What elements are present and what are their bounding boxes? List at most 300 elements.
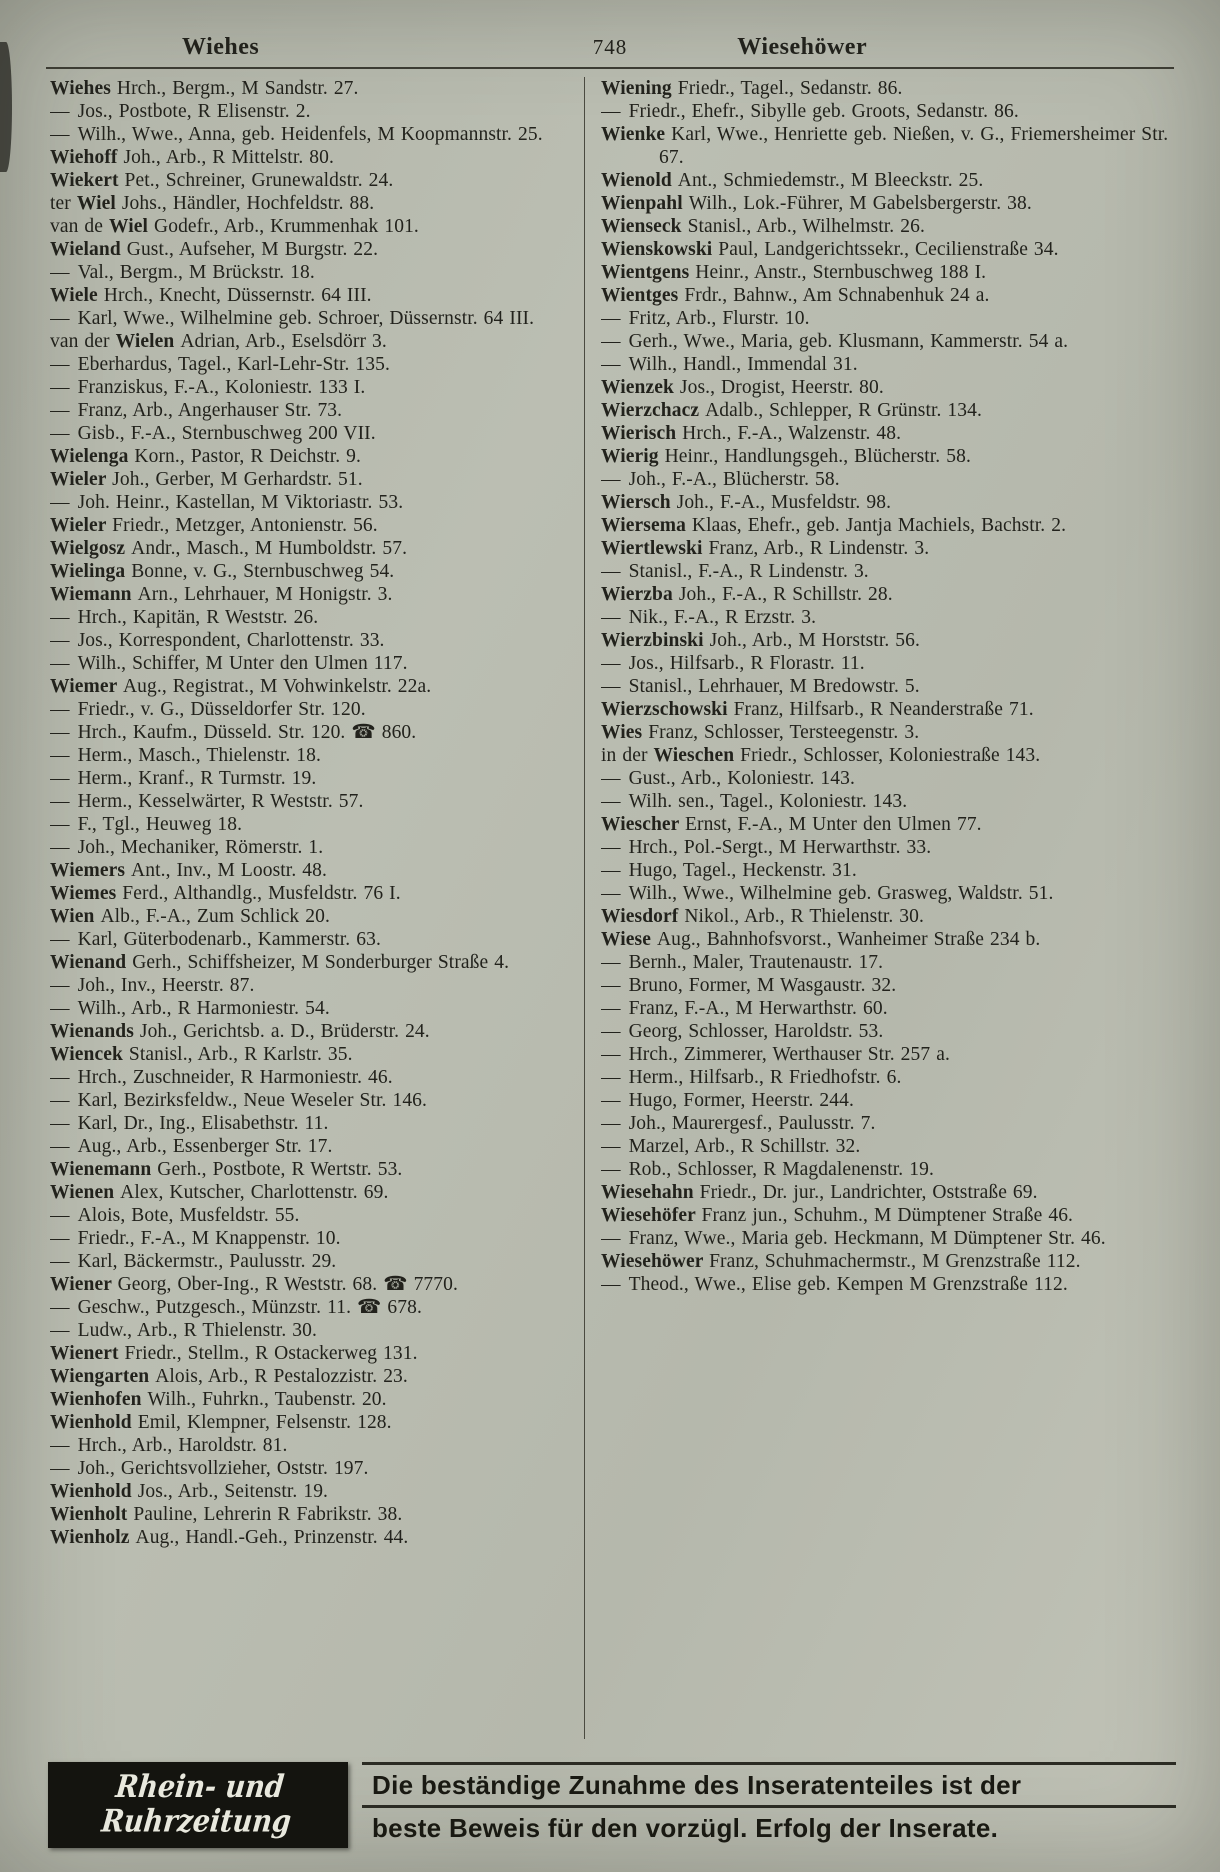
entry-text: Stanisl., Arb., R Karlstr. 35. xyxy=(128,1044,353,1065)
entry-dash: — xyxy=(601,1113,627,1134)
directory-entry xyxy=(601,951,1174,974)
entry-text: Hrch., Zimmerer, Werthauser Str. 257 a. xyxy=(628,1044,950,1065)
directory-entry xyxy=(601,1066,1174,1089)
entry-text: Val., Bergm., M Brückstr. 18. xyxy=(77,262,315,283)
entry-prefix: ter xyxy=(50,193,77,214)
entry-dash: — xyxy=(601,791,627,812)
entry-text: Wilh., Fuhrkn., Taubenstr. 20. xyxy=(147,1389,387,1410)
directory-entry xyxy=(50,951,570,974)
entry-text: Gust., Aufseher, M Burgstr. 22. xyxy=(126,239,379,260)
entry-text: Theod., Wwe., Elise geb. Kempen M Grenzstraße 112. xyxy=(628,1274,1068,1295)
directory-entry xyxy=(50,721,570,744)
entry-text: Wilh., Wwe., Anna, geb. Heidenfels, M Koopmannstr. 25. xyxy=(77,124,543,145)
directory-entry xyxy=(50,1457,570,1480)
entry-surname: Wiesdorf xyxy=(601,906,685,927)
directory-entry xyxy=(50,1089,570,1112)
entry-text: Hrch., Pol.-Sergt., M Herwarthstr. 33. xyxy=(628,837,932,858)
entry-dash: — xyxy=(50,722,76,743)
entry-dash: — xyxy=(601,607,627,628)
directory-entry xyxy=(50,146,570,169)
header-right-keyword: Wiesehöwer xyxy=(737,34,868,60)
entry-text: Hugo, Former, Heerstr. 244. xyxy=(628,1090,854,1111)
entry-text: Franz, Schuhmachermstr., M Grenzstraße 112. xyxy=(709,1251,1081,1272)
entry-text: Franz, Hilfsarb., R Neanderstraße 71. xyxy=(733,699,1034,720)
directory-entry xyxy=(50,974,570,997)
column-divider xyxy=(584,77,585,1739)
entry-surname: Wierzba xyxy=(601,584,679,605)
directory-entry xyxy=(50,1273,570,1296)
directory-entry xyxy=(601,1250,1174,1273)
entry-surname: Wiel xyxy=(76,193,122,214)
directory-entry xyxy=(50,307,570,330)
entry-dash: — xyxy=(50,745,76,766)
directory-entry xyxy=(601,859,1174,882)
entry-text: Rob., Schlosser, R Magdalenenstr. 19. xyxy=(628,1159,934,1180)
entry-text: Hrch., F.-A., Walzenstr. 48. xyxy=(682,423,902,444)
entry-dash: — xyxy=(601,768,627,789)
entry-surname: Wielgosz xyxy=(50,538,132,559)
directory-entry xyxy=(601,215,1174,238)
entry-surname: Wiekert xyxy=(50,170,125,191)
entry-dash: — xyxy=(50,1297,76,1318)
entry-text: Jos., Postbote, R Elisenstr. 2. xyxy=(77,101,311,122)
entry-text: Friedr., Ehefr., Sibylle geb. Groots, Sedanstr. 86. xyxy=(628,101,1019,122)
entry-text: Joh. Heinr., Kastellan, M Viktoriastr. 53. xyxy=(77,492,404,513)
entry-surname: Wieschen xyxy=(653,745,741,766)
entry-text: Friedr., Schlosser, Koloniestraße 143. xyxy=(740,745,1041,766)
entry-text: Fritz, Arb., Flurstr. 10. xyxy=(628,308,810,329)
entry-surname: Wielenga xyxy=(50,446,135,467)
entry-text: Arn., Lehrhauer, M Honigstr. 3. xyxy=(137,584,393,605)
entry-text: Nik., F.-A., R Erzstr. 3. xyxy=(628,607,817,628)
entry-dash: — xyxy=(50,1205,76,1226)
directory-entry xyxy=(50,813,570,836)
entry-surname: Wienen xyxy=(50,1182,121,1203)
entry-surname: Wiening xyxy=(601,78,678,99)
directory-entry xyxy=(50,192,570,215)
entry-text: Wilh. sen., Tagel., Koloniestr. 143. xyxy=(628,791,908,812)
entry-prefix: van de xyxy=(50,216,110,237)
entry-dash: — xyxy=(50,653,76,674)
entry-text: Joh., Maurergesf., Paulusstr. 7. xyxy=(628,1113,876,1134)
entry-text: Klaas, Ehefr., geb. Jantja Machiels, Bachstr. 2. xyxy=(691,515,1067,536)
entry-text: Joh., Arb., R Mittelstr. 80. xyxy=(123,147,334,168)
directory-entry xyxy=(50,928,570,951)
entry-dash: — xyxy=(50,124,76,145)
entry-prefix: van der xyxy=(50,331,116,352)
entry-text: Pet., Schreiner, Grunewaldstr. 24. xyxy=(124,170,394,191)
directory-entry xyxy=(601,721,1174,744)
entry-dash: — xyxy=(50,929,76,950)
entry-text: Franz, F.-A., M Herwarthstr. 60. xyxy=(628,998,888,1019)
entry-text: Wilh., Arb., R Harmoniestr. 54. xyxy=(77,998,330,1019)
entry-surname: Wiele xyxy=(50,285,104,306)
directory-entry xyxy=(50,1319,570,1342)
entry-text: Franziskus, F.-A., Koloniestr. 133 I. xyxy=(77,377,366,398)
entry-surname: Wieler xyxy=(50,469,113,490)
entry-text: Emil, Klempner, Felsenstr. 128. xyxy=(137,1412,392,1433)
directory-entry xyxy=(50,100,570,123)
directory-entry xyxy=(601,606,1174,629)
directory-entry xyxy=(601,928,1174,951)
directory-entry xyxy=(50,997,570,1020)
entry-surname: Wielinga xyxy=(50,561,132,582)
directory-entry xyxy=(50,353,570,376)
directory-entry xyxy=(601,445,1174,468)
directory-entry xyxy=(50,1480,570,1503)
entry-dash: — xyxy=(50,630,76,651)
entry-surname: Wiehoff xyxy=(50,147,124,168)
entry-dash: — xyxy=(601,101,627,122)
entry-dash: — xyxy=(601,676,627,697)
entry-dash: — xyxy=(601,469,627,490)
entry-surname: Wiescher xyxy=(601,814,686,835)
entry-surname: Wiel xyxy=(109,216,155,237)
directory-entry xyxy=(50,1066,570,1089)
directory-entry xyxy=(601,399,1174,422)
entry-text: Nikol., Arb., R Thielenstr. 30. xyxy=(684,906,924,927)
directory-entry xyxy=(50,537,570,560)
advertisement-text xyxy=(362,1762,1176,1848)
directory-entry xyxy=(601,583,1174,606)
entry-text: Joh., Arb., M Horststr. 56. xyxy=(709,630,920,651)
entry-surname: Wienemann xyxy=(50,1159,158,1180)
directory-entry xyxy=(601,284,1174,307)
directory-entry xyxy=(50,1388,570,1411)
directory-entry xyxy=(50,1112,570,1135)
entry-text: Georg, Ober-Ing., R Weststr. 68. ☎ 7770. xyxy=(117,1274,458,1295)
entry-text: Adalb., Schlepper, R Grünstr. 134. xyxy=(705,400,982,421)
entry-surname: Wienert xyxy=(50,1343,125,1364)
entry-surname: Wieler xyxy=(50,515,113,536)
entry-text: Hrch., Kaufm., Düsseld. Str. 120. ☎ 860. xyxy=(77,722,417,743)
entry-text: Karl, Wwe., Henriette geb. Nießen, v. G., Friemersheimer Str. 67. xyxy=(659,124,1169,168)
entry-dash: — xyxy=(50,975,76,996)
directory-entry xyxy=(50,1503,570,1526)
directory-entry xyxy=(601,882,1174,905)
entry-text: Friedr., Metzger, Antonienstr. 56. xyxy=(112,515,378,536)
newspaper-logo xyxy=(48,1762,348,1848)
directory-entry xyxy=(50,123,570,146)
entry-dash: — xyxy=(601,1044,627,1065)
directory-entry xyxy=(601,537,1174,560)
entry-text: Herm., Hilfsarb., R Friedhofstr. 6. xyxy=(628,1067,902,1088)
directory-entry xyxy=(50,629,570,652)
entry-text: Hrch., Bergm., M Sandstr. 27. xyxy=(116,78,359,99)
directory-entry xyxy=(601,1273,1174,1296)
entry-text: Wilh., Handl., Immendal 31. xyxy=(628,354,858,375)
directory-entry xyxy=(50,1227,570,1250)
entry-surname: Wiesehöfer xyxy=(601,1205,702,1226)
entry-dash: — xyxy=(50,308,76,329)
entry-dash: — xyxy=(50,1090,76,1111)
directory-entry xyxy=(50,514,570,537)
entry-dash: — xyxy=(601,1090,627,1111)
entry-dash: — xyxy=(50,354,76,375)
entry-surname: Wiener xyxy=(50,1274,118,1295)
entry-surname: Wienold xyxy=(601,170,678,191)
entry-text: Karl, Wwe., Wilhelmine geb. Schroer, Düssernstr. 64 III. xyxy=(77,308,535,329)
entry-surname: Wiese xyxy=(601,929,657,950)
directory-entry xyxy=(50,399,570,422)
entry-dash: — xyxy=(601,860,627,881)
entry-surname: Wienholz xyxy=(50,1527,136,1548)
directory-entry xyxy=(601,997,1174,1020)
entry-text: Aug., Registrat., M Vohwinkelstr. 22a. xyxy=(123,676,432,697)
entry-text: Jos., Hilfsarb., R Florastr. 11. xyxy=(628,653,865,674)
directory-entry xyxy=(601,100,1174,123)
entry-text: F., Tgl., Heuweg 18. xyxy=(77,814,243,835)
entry-surname: Wienhold xyxy=(50,1412,138,1433)
entry-text: Alois, Bote, Musfeldstr. 55. xyxy=(77,1205,300,1226)
directory-entry xyxy=(50,767,570,790)
directory-entry xyxy=(50,261,570,284)
entry-surname: Wierzbinski xyxy=(601,630,710,651)
directory-entry xyxy=(50,1135,570,1158)
entry-dash: — xyxy=(601,998,627,1019)
directory-entry xyxy=(601,1043,1174,1066)
entry-surname: Wiehes xyxy=(50,78,117,99)
entry-surname: Wiengarten xyxy=(50,1366,156,1387)
entry-text: Jos., Drogist, Heerstr. 80. xyxy=(679,377,884,398)
entry-dash: — xyxy=(50,791,76,812)
directory-entry xyxy=(601,376,1174,399)
advertisement-banner xyxy=(48,1762,1176,1848)
entry-surname: Wienands xyxy=(50,1021,140,1042)
entry-dash: — xyxy=(50,1136,76,1157)
entry-dash: — xyxy=(50,998,76,1019)
entry-text: Joh., F.-A., Musfeldstr. 98. xyxy=(676,492,892,513)
entry-text: Ferd., Althandlg., Musfeldstr. 76 I. xyxy=(122,883,401,904)
entry-text: Gerh., Wwe., Maria, geb. Klusmann, Kammerstr. 54 a. xyxy=(628,331,1069,352)
directory-entry xyxy=(50,169,570,192)
entry-surname: Wierig xyxy=(601,446,665,467)
directory-entry xyxy=(601,1020,1174,1043)
entry-text: Korn., Pastor, R Deichstr. 9. xyxy=(134,446,361,467)
directory-entry xyxy=(601,468,1174,491)
entry-text: Franz, Arb., Angerhauser Str. 73. xyxy=(77,400,343,421)
entry-surname: Wien xyxy=(50,906,101,927)
entry-text: Friedr., v. G., Düsseldorfer Str. 120. xyxy=(77,699,366,720)
entry-dash: — xyxy=(50,492,76,513)
directory-entry xyxy=(601,330,1174,353)
entry-surname: Wieland xyxy=(50,239,127,260)
directory-entry xyxy=(50,491,570,514)
entry-surname: Wiemes xyxy=(50,883,123,904)
directory-entry xyxy=(601,1181,1174,1204)
directory-entry xyxy=(601,629,1174,652)
entry-dash: — xyxy=(50,607,76,628)
directory-entry xyxy=(601,836,1174,859)
directory-entry xyxy=(50,1158,570,1181)
directory-entry xyxy=(50,1020,570,1043)
entry-surname: Wiemann xyxy=(50,584,138,605)
entry-text: Stanisl., Lehrhauer, M Bredowstr. 5. xyxy=(628,676,920,697)
entry-text: Friedr., Stellm., R Ostackerweg 131. xyxy=(124,1343,418,1364)
entry-text: Herm., Kesselwärter, R Weststr. 57. xyxy=(77,791,364,812)
entry-dash: — xyxy=(601,1067,627,1088)
scan-artifact xyxy=(0,42,12,172)
entry-text: Pauline, Lehrerin R Fabrikstr. 38. xyxy=(133,1504,403,1525)
entry-surname: Wienskowski xyxy=(601,239,719,260)
entry-surname: Wierisch xyxy=(601,423,683,444)
directory-entry xyxy=(50,606,570,629)
directory-entry xyxy=(50,1181,570,1204)
entry-dash: — xyxy=(50,377,76,398)
entry-dash: — xyxy=(50,1113,76,1134)
entry-surname: Wiemer xyxy=(50,676,123,697)
entry-text: Andr., Masch., M Humboldstr. 57. xyxy=(131,538,408,559)
entry-dash: — xyxy=(601,308,627,329)
directory-entry xyxy=(601,169,1174,192)
entry-text: Adrian, Arb., Eselsdörr 3. xyxy=(180,331,387,352)
entry-text: Frdr., Bahnw., Am Schnabenhuk 24 a. xyxy=(684,285,990,306)
entry-dash: — xyxy=(601,1274,627,1295)
entry-text: Georg, Schlosser, Haroldstr. 53. xyxy=(628,1021,884,1042)
entry-dash: — xyxy=(50,814,76,835)
entry-text: Geschw., Putzgesch., Münzstr. 11. ☎ 678. xyxy=(77,1297,422,1318)
directory-entry xyxy=(601,1204,1174,1227)
entry-text: Alois, Arb., R Pestalozzistr. 23. xyxy=(155,1366,408,1387)
header-left-keyword: Wiehes xyxy=(182,34,260,60)
entry-text: Stanisl., Arb., Wilhelmstr. 26. xyxy=(687,216,925,237)
entry-dash: — xyxy=(50,699,76,720)
entry-text: Hrch., Kapitän, R Weststr. 26. xyxy=(77,607,319,628)
directory-entry xyxy=(601,813,1174,836)
entry-text: Ant., Schmiedemstr., M Bleeckstr. 25. xyxy=(677,170,984,191)
directory-entry xyxy=(50,1296,570,1319)
entry-surname: Wiersch xyxy=(601,492,677,513)
entry-dash: — xyxy=(50,101,76,122)
directory-entry xyxy=(50,77,570,100)
entry-surname: Wienand xyxy=(50,952,133,973)
entry-text: Hrch., Knecht, Düssernstr. 64 III. xyxy=(103,285,372,306)
entry-text: Wilh., Schiffer, M Unter den Ulmen 117. xyxy=(77,653,408,674)
directory-entry xyxy=(601,422,1174,445)
advertisement-line-2: beste Beweis für den vorzügl. Erfolg der Inserate. xyxy=(372,1813,999,1843)
entry-text: Karl, Dr., Ing., Elisabethstr. 11. xyxy=(77,1113,329,1134)
directory-entry xyxy=(601,652,1174,675)
directory-entry xyxy=(50,1250,570,1273)
entry-text: Heinr., Anstr., Sternbuschweg 188 I. xyxy=(695,262,987,283)
entry-text: Friedr., Dr. jur., Landrichter, Oststraße 69. xyxy=(699,1182,1038,1203)
directory-entry xyxy=(601,974,1174,997)
directory-entry xyxy=(601,698,1174,721)
entry-dash: — xyxy=(601,653,627,674)
directory-entry xyxy=(50,836,570,859)
entry-dash: — xyxy=(50,1067,76,1088)
entry-text: Wilh., Lok.-Führer, M Gabelsbergerstr. 38. xyxy=(688,193,1032,214)
directory-entry xyxy=(601,744,1174,767)
directory-entry xyxy=(601,238,1174,261)
directory-entry xyxy=(50,284,570,307)
directory-entry xyxy=(50,1043,570,1066)
entry-surname: Wies xyxy=(601,722,649,743)
entry-surname: Wienhofen xyxy=(50,1389,148,1410)
entry-text: Joh., Gerichtsb. a. D., Brüderstr. 24. xyxy=(139,1021,430,1042)
directory-entry xyxy=(50,698,570,721)
directory-entry xyxy=(50,330,570,353)
entry-text: Joh., Gerichtsvollzieher, Oststr. 197. xyxy=(77,1458,369,1479)
entry-dash: — xyxy=(601,561,627,582)
directory-entry xyxy=(601,1158,1174,1181)
entry-surname: Wienholt xyxy=(50,1504,134,1525)
entry-text: Gust., Arb., Koloniestr. 143. xyxy=(628,768,855,789)
directory-entry xyxy=(50,905,570,928)
entry-dash: — xyxy=(50,768,76,789)
entry-text: Eberhardus, Tagel., Karl-Lehr-Str. 135. xyxy=(77,354,390,375)
directory-entry xyxy=(601,905,1174,928)
entry-text: Friedr., F.-A., M Knappenstr. 10. xyxy=(77,1228,341,1249)
directory-entry xyxy=(601,1135,1174,1158)
entry-text: Ludw., Arb., R Thielenstr. 30. xyxy=(77,1320,317,1341)
directory-entry xyxy=(601,77,1174,100)
directory-entry xyxy=(50,1526,570,1549)
entry-text: Hrch., Zuschneider, R Harmoniestr. 46. xyxy=(77,1067,393,1088)
directory-entry xyxy=(601,353,1174,376)
directory-entry xyxy=(601,560,1174,583)
directory-entry xyxy=(601,514,1174,537)
entry-text: Alex, Kutscher, Charlottenstr. 69. xyxy=(120,1182,389,1203)
entry-dash: — xyxy=(50,262,76,283)
entry-dash: — xyxy=(601,1228,627,1249)
entry-dash: — xyxy=(601,354,627,375)
directory-entry xyxy=(50,1342,570,1365)
directory-entry xyxy=(50,376,570,399)
entry-text: Paul, Landgerichtssekr., Cecilienstraße 34. xyxy=(718,239,1059,260)
directory-entry xyxy=(601,261,1174,284)
directory-entry xyxy=(50,859,570,882)
entry-surname: Wielen xyxy=(115,331,181,352)
entry-text: Bernh., Maler, Trautenaustr. 17. xyxy=(628,952,884,973)
entry-text: Joh., Inv., Heerstr. 87. xyxy=(77,975,255,996)
entry-surname: Wiertlewski xyxy=(601,538,709,559)
entry-text: Johs., Händler, Hochfeldstr. 88. xyxy=(121,193,375,214)
entry-text: Karl, Bäckermstr., Paulusstr. 29. xyxy=(77,1251,337,1272)
entry-text: Joh., Mechaniker, Römerstr. 1. xyxy=(77,837,324,858)
entry-dash: — xyxy=(601,975,627,996)
entry-text: Hrch., Arb., Haroldstr. 81. xyxy=(77,1435,288,1456)
directory-entry xyxy=(50,583,570,606)
directory-entry xyxy=(50,1434,570,1457)
directory-entry xyxy=(50,238,570,261)
entry-text: Aug., Handl.-Geh., Prinzenstr. 44. xyxy=(135,1527,409,1548)
entry-text: Marzel, Arb., R Schillstr. 32. xyxy=(628,1136,861,1157)
entry-dash: — xyxy=(601,331,627,352)
entry-text: Ant., Inv., M Loostr. 48. xyxy=(131,860,327,881)
directory-entry xyxy=(50,1365,570,1388)
entry-text: Gerh., Schiffsheizer, M Sonderburger Straße 4. xyxy=(132,952,510,973)
entry-prefix: in der xyxy=(601,745,654,766)
entry-dash: — xyxy=(601,1136,627,1157)
entry-dash: — xyxy=(50,400,76,421)
entry-text: Aug., Bahnhofsvorst., Wanheimer Straße 234 b. xyxy=(656,929,1041,950)
entry-text: Herm., Kranf., R Turmstr. 19. xyxy=(77,768,317,789)
entry-text: Karl, Bezirksfeldw., Neue Weseler Str. 146. xyxy=(77,1090,428,1111)
entry-surname: Wientgens xyxy=(601,262,696,283)
newspaper-logo-text: Rhein- und Ruhrzeitung xyxy=(99,1769,293,1840)
entry-text: Joh., F.-A., R Schillstr. 28. xyxy=(678,584,893,605)
entry-text: Alb., F.-A., Zum Schlick 20. xyxy=(100,906,330,927)
directory-entry xyxy=(50,675,570,698)
page-number: 748 xyxy=(592,35,628,59)
entry-surname: Wiesehöwer xyxy=(601,1251,710,1272)
entry-text: Godefr., Arb., Krummenhak 101. xyxy=(154,216,419,237)
entry-surname: Wiencek xyxy=(50,1044,129,1065)
entry-text: Jos., Arb., Seitenstr. 19. xyxy=(137,1481,329,1502)
entry-text: Wilh., Wwe., Wilhelmine geb. Grasweg, Waldstr. 51. xyxy=(628,883,1054,904)
entry-text: Herm., Masch., Thielenstr. 18. xyxy=(77,745,321,766)
